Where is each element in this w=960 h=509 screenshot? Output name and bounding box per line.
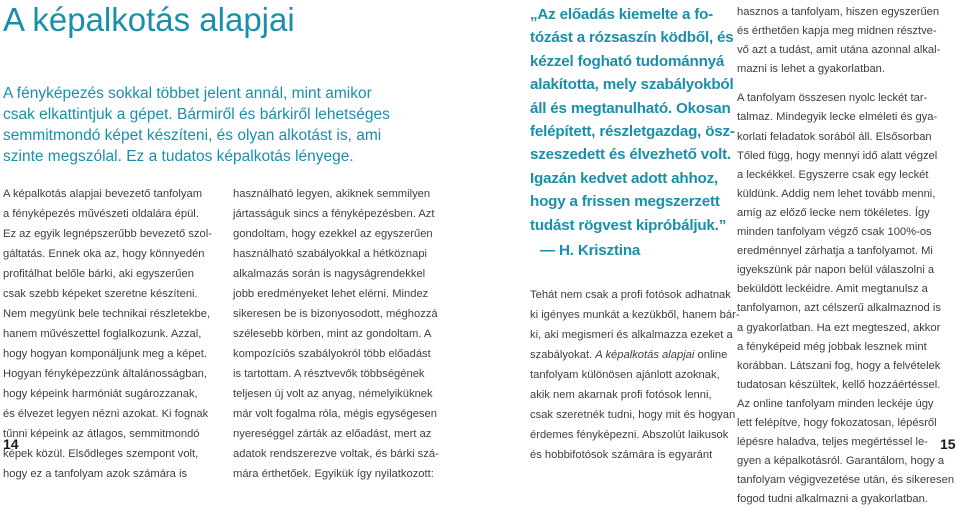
- text-line: és hobbifotósok számára is egyaránt: [530, 449, 713, 461]
- text-line: tűnni képeink az átlagos, semmitmondó: [3, 428, 200, 440]
- text-line: hasznos a tanfolyam, hiszen egyszerűen: [737, 6, 940, 18]
- text-line: küldünk. Addig nem lehet tovább menni,: [737, 187, 936, 200]
- text-line-mixed: [530, 345, 750, 365]
- text-fragment: online: [694, 349, 728, 361]
- text-line: gáltatás. Ennek oka az, hogy könnyedén: [3, 248, 205, 260]
- quote-line: alakította, mely szabályokból: [530, 76, 734, 94]
- pull-quote: [530, 3, 750, 262]
- text-line: csak szebb képeket szeretne készíteni.: [3, 288, 198, 300]
- page-number-right: 15: [940, 436, 956, 452]
- lead-line: semmitmondó képet készíteni, és olyan alkotást is, ami: [3, 127, 382, 144]
- text-line: korábban. Látszani fog, hogy a felvételek: [737, 359, 941, 372]
- text-line: eredménnyel zárhatja a tanfolyamot. Mi: [737, 245, 933, 258]
- course-title-italic: A képalkotás alapjai: [595, 349, 695, 361]
- text-line: Tőled függ, hogy mennyi idő alatt végzel: [737, 149, 938, 162]
- text-line: A képalkotás alapjai bevezető tanfolyam: [3, 188, 203, 200]
- text-line: Hogyan fényképezzünk általánosságban,: [3, 368, 208, 380]
- text-line: talmaz. Mindegyik lecke elméleti és gya-: [737, 111, 938, 124]
- text-line: teljesen új volt az anyag, némelyiküknek: [233, 388, 433, 400]
- text-line: szélesebb körben, mint az gondoltam. A: [233, 328, 432, 340]
- lead-line: szinte megszólal. Ez a tudatos képalkotás lényege.: [3, 148, 354, 165]
- lead-line: A fényképezés sokkal többet jelent annál, mint amikor: [3, 85, 372, 102]
- text-line: beküldött leckéidre. Amit megtanulsz a: [737, 283, 928, 296]
- text-line: mazni is lehet a gyakorlatban.: [737, 63, 886, 76]
- text-line: jártasságuk sincs a fényképezésben. Azt: [233, 208, 435, 220]
- text-line: használható szabályokkal a hétköznapi: [233, 248, 428, 260]
- quote-line: szeszedett és élvezhető volt.: [530, 146, 731, 164]
- page-number-left: 14: [3, 436, 19, 452]
- text-line: már volt fogalma róla, mégis egységesen: [233, 408, 437, 420]
- text-line: a fényképeid még jobbak lesznek mint: [737, 340, 927, 353]
- text-line: a leckékkel. Egyszerre csak egy leckét: [737, 168, 929, 181]
- text-line: hanem művészettel foglalkozunk. Azzal,: [3, 328, 202, 340]
- quote-line: kézzel fogható tudománnyá: [530, 52, 725, 70]
- text-line: tanfolyam különösen ajánlott azoknak,: [530, 369, 720, 381]
- text-line: és élvezet legyen nézni azokat. Ki fognak: [3, 408, 209, 420]
- text-line: alkalmazás során is nagyságrendekkel: [233, 268, 426, 280]
- text-line: fogod tudni alkalmazni a gyakorlatban.: [737, 493, 928, 506]
- page-title: A képalkotás alapjai: [3, 1, 295, 38]
- body-column-2: [233, 184, 443, 484]
- text-line: Az online tanfolyam minden leckéje úgy: [737, 397, 934, 410]
- text-line: ki, aki megismeri és alkalmazza ezeket a: [530, 329, 733, 341]
- text-line: tanfolyamon, azt célszerű alkalmaznod is: [737, 302, 941, 315]
- quote-line: tózást a rózsaszín ködből, és: [530, 29, 734, 47]
- text-line: mára érthetőek. Egyikük így nyilatkozott:: [233, 468, 434, 480]
- paragraph-gap: [737, 79, 959, 89]
- text-line: gyen a képalkotásról. Garantálom, hogy a: [737, 455, 945, 468]
- text-line: Nem megyünk bele technikai részletekbe,: [3, 308, 211, 320]
- text-line: és érthetően kapja meg midnen résztve-: [737, 25, 937, 38]
- text-line: igyekszünk pár napon belül válaszolni a: [737, 264, 935, 277]
- text-fragment: szabályokat.: [530, 349, 596, 361]
- text-line: Ez az egyik legnépszerűbb bevezető szol-: [3, 228, 212, 240]
- quote-line: Igazán kedvet adott ahhoz,: [530, 169, 719, 187]
- text-line: is tartottam. A résztvevők többségének: [233, 368, 425, 380]
- text-line: akik nem akarnak profi fotósok lenni,: [530, 389, 712, 401]
- quote-line: „Az előadás kiemelte a fo-: [530, 6, 714, 23]
- text-line: tanfolyam végigvezetése után, és sikeresen: [737, 474, 955, 487]
- text-line: adatok rendszerezve voltak, és bárki szá-: [233, 448, 439, 460]
- text-line: profitálhat belőle bárki, aki egyszerűen: [3, 268, 194, 280]
- text-line: jobb eredményeket lehet elérni. Mindez: [233, 288, 429, 300]
- text-line: minden tanfolyam végző csak 100%-os: [737, 226, 932, 239]
- text-line: A tanfolyam összesen nyolc leckét tar-: [737, 92, 928, 105]
- quote-line: tudást rögvest kipróbáljuk.”: [530, 216, 727, 234]
- right-page: [480, 0, 960, 506]
- text-line: lett felépítve, hogy fokozatosan, lépésről: [737, 416, 937, 429]
- body-column-3: [530, 285, 750, 465]
- text-line: gondoltam, hogy ezekkel az egyszerűen: [233, 228, 433, 240]
- lead-line: csak elkattintjuk a gépet. Bármiről és bárkiről lehetséges: [3, 106, 390, 123]
- text-line: hogy hogyan komponáljunk meg a képet.: [3, 348, 207, 360]
- text-line: korlati feladatok sorából áll. Elsősorban: [737, 130, 932, 143]
- text-line: tudatosan készültek, kellő hozzáértéssel.: [737, 378, 941, 391]
- quote-line: hogy a frissen megszerzett: [530, 193, 720, 211]
- text-line: érdemes fényképezni. Abszolút laikusok: [530, 429, 729, 441]
- text-line: a fényképezés művészeti oldalára épül.: [3, 208, 199, 220]
- text-line: sikeresen be is bizonyosodott, méghozzá: [233, 308, 438, 320]
- text-line: nyereséggel zárták az előadást, mert az: [233, 428, 432, 440]
- text-line: lépésre haladva, teljes megértéssel le-: [737, 436, 928, 449]
- text-line: használható legyen, akiknek semmilyen: [233, 188, 431, 200]
- text-line: képek közül. Elsődleges szempont volt,: [3, 448, 199, 460]
- text-line: hogy ez a tanfolyam azok számára is: [3, 468, 188, 480]
- body-column-4: [737, 3, 959, 509]
- text-line: a gyakorlatban. Ha ezt megteszed, akkor: [737, 321, 941, 334]
- text-line: amíg az előző lecke nem tökéletes. Így: [737, 206, 930, 219]
- text-line: ki igényes munkát a kezükből, hanem bár-: [530, 309, 740, 321]
- quote-line: felépített, részletgazdag, ösz-: [530, 123, 735, 141]
- text-line: hogy képeink harmóniát sugározzanak,: [3, 388, 198, 400]
- body-column-1: [3, 184, 213, 484]
- text-line: csak szeretnék tudni, hogy mit és hogyan: [530, 409, 736, 421]
- quote-author: — H. Krisztina: [540, 242, 641, 260]
- text-line: kompozíciós szabályokról több előadást: [233, 348, 431, 360]
- quote-line: áll és megtanulható. Okosan: [530, 99, 731, 117]
- lead-paragraph: [3, 83, 403, 167]
- text-line: vő azt a tudást, amit utána azonnal alkal-: [737, 44, 941, 57]
- text-line: Tehát nem csak a profi fotósok adhatnak: [530, 289, 731, 301]
- left-page: [0, 0, 480, 480]
